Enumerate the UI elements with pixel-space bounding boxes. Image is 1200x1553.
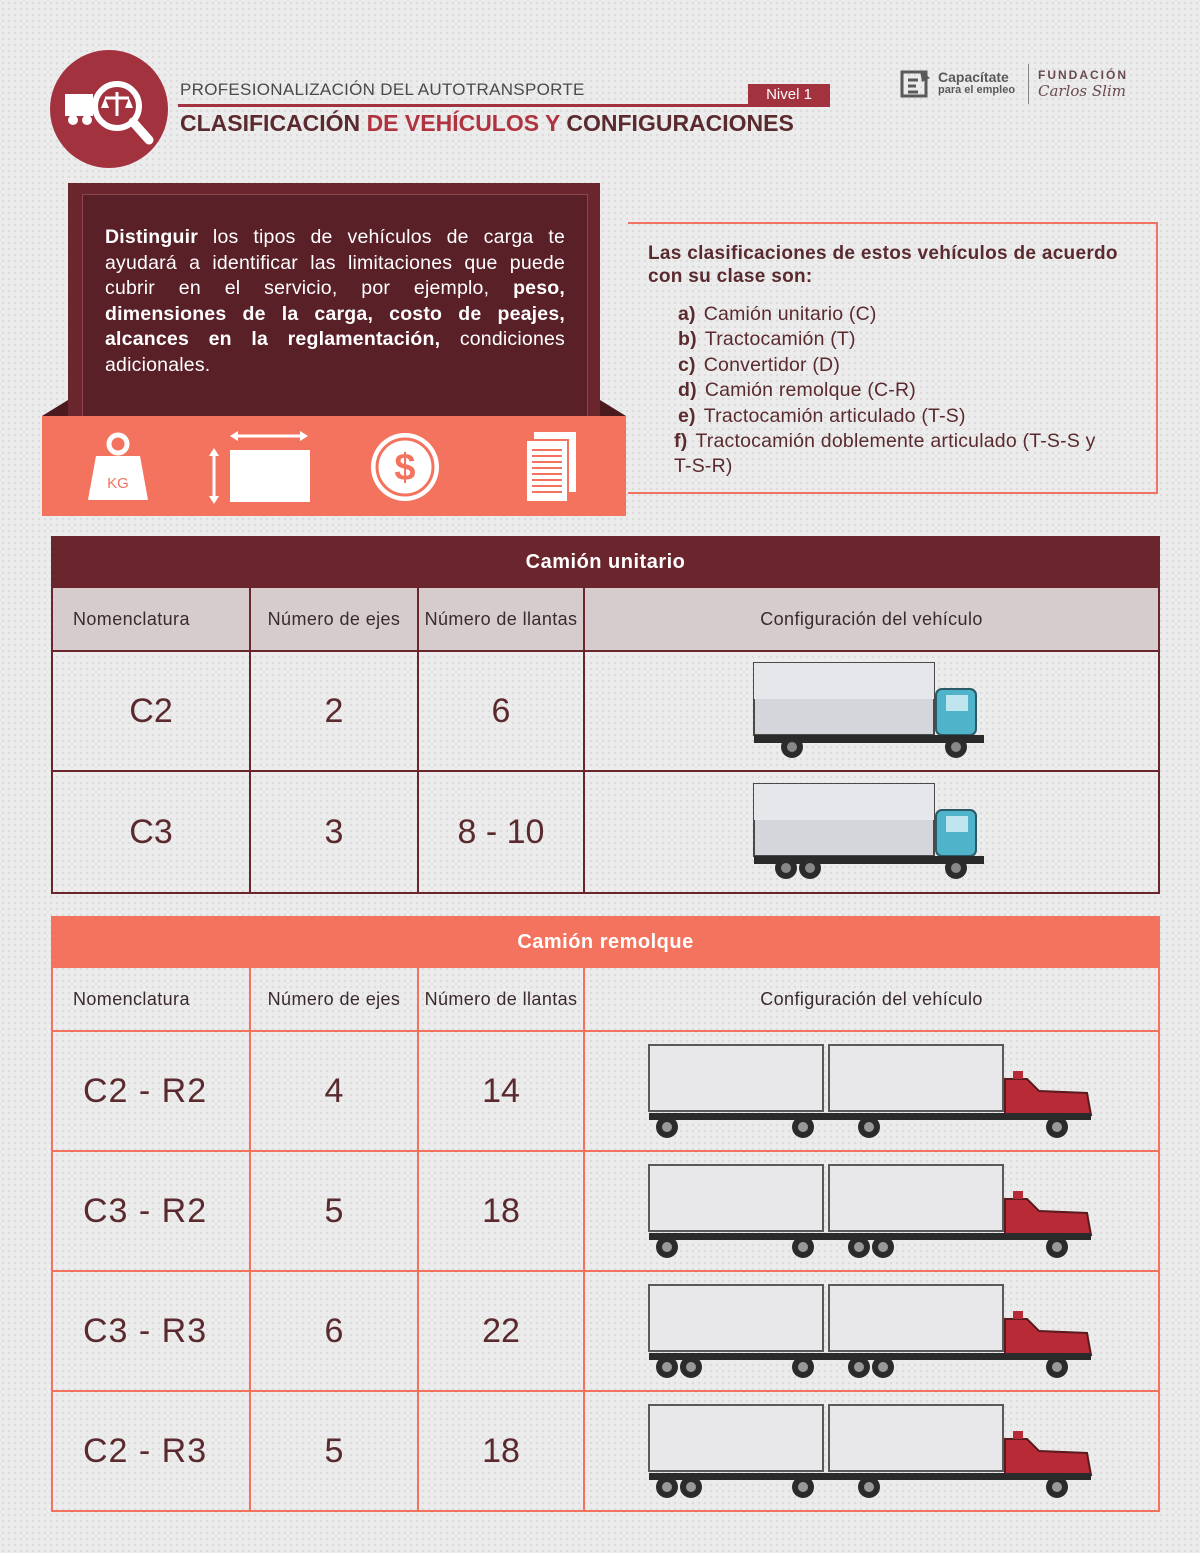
cell-llantas: 6 [418, 651, 584, 771]
cell-ejes: 5 [250, 1151, 418, 1271]
brand-fundacion [1038, 68, 1128, 100]
intro-fold-left [42, 400, 68, 416]
brand2-line2: Carlos Slim [1038, 82, 1126, 100]
cell-llantas: 8 - 10 [418, 771, 584, 893]
classifications-title: Las clasificaciones de estos vehículos de acuerdo con su clase son: [648, 243, 1118, 287]
truck-trailer-icon [647, 1399, 1097, 1503]
classifications-box [628, 222, 1158, 494]
list-item: b) Tractocamión (T) [678, 328, 856, 351]
title-part2: DE VEHÍCULOS Y [366, 110, 560, 136]
col-header-llantas: Número de llantas [418, 967, 584, 1031]
level-badge: Nivel 1 [748, 84, 830, 106]
header-divider [178, 104, 830, 107]
intro-emphasis-2: peso, dimensiones de la carga, costo de peajes, alcances en la reglamentación, [105, 277, 565, 351]
list-item: c) Convertidor (D) [678, 353, 841, 376]
cell-llantas: 22 [418, 1271, 584, 1391]
cell-ejes: 2 [250, 651, 418, 771]
intro-fold-right [600, 400, 626, 416]
col-header-nomenclatura: Nomenclatura [52, 587, 250, 651]
box-truck-2-axle-icon [752, 659, 992, 763]
intro-emphasis-1: Distinguir [105, 226, 198, 248]
col-header-configuracion: Configuración del vehículo [584, 587, 1159, 651]
list-item: d) Camión remolque (C-R) [678, 379, 916, 402]
title-part1: CLASIFICACIÓN [180, 110, 361, 136]
col-header-ejes: Número de ejes [250, 587, 418, 651]
col-header-nomenclatura: Nomenclatura [52, 967, 250, 1031]
brand1-line2: para el empleo [938, 84, 1016, 96]
table-camion-unitario [51, 536, 1160, 894]
truck-trailer-icon [647, 1039, 1097, 1143]
money-icon [368, 430, 442, 504]
cell-ejes: 5 [250, 1391, 418, 1511]
capacitate-logo-icon [900, 68, 932, 100]
cell-nomenclatura: C3 - R3 [52, 1271, 250, 1391]
header-logo [50, 50, 168, 168]
col-header-configuracion: Configuración del vehículo [584, 967, 1159, 1031]
icon-band [42, 416, 626, 516]
truck-scale-icon [59, 64, 159, 154]
classifications-list [674, 302, 1156, 480]
cell-nomenclatura: C3 [52, 771, 250, 893]
page-title [180, 110, 794, 137]
cell-configuracion [584, 771, 1159, 893]
intro-text-1: los tipos de vehículos de carga te ayudará a identificar las limitaciones que puede cubrir en el servicio, por ejemplo, [105, 226, 565, 300]
cell-llantas: 18 [418, 1391, 584, 1511]
cell-nomenclatura: C3 - R2 [52, 1151, 250, 1271]
brand-capacitate [900, 68, 1015, 100]
list-item: a) Camión unitario (C) [678, 303, 877, 325]
table-row [52, 771, 1159, 893]
cell-ejes: 6 [250, 1271, 418, 1391]
cell-llantas: 14 [418, 1031, 584, 1151]
col-header-ejes: Número de ejes [250, 967, 418, 1031]
brand1-line1: Capacítate [938, 69, 1009, 85]
table-row [52, 1151, 1159, 1271]
cell-nomenclatura: C2 - R2 [52, 1031, 250, 1151]
documents-icon [520, 430, 580, 506]
dimensions-icon [202, 428, 314, 508]
table-row [52, 1391, 1159, 1511]
table-row [52, 1271, 1159, 1391]
intro-text [82, 194, 588, 419]
col-header-llantas: Número de llantas [418, 587, 584, 651]
cell-configuracion [584, 651, 1159, 771]
brand2-line1: FUNDACIÓN [1038, 68, 1128, 82]
cell-ejes: 4 [250, 1031, 418, 1151]
table-title: Camión unitario [52, 537, 1159, 587]
cell-ejes: 3 [250, 771, 418, 893]
intro-text-2: condiciones adicionales. [105, 328, 565, 376]
table-title: Camión remolque [52, 917, 1159, 967]
cell-nomenclatura: C2 [52, 651, 250, 771]
truck-trailer-icon [647, 1159, 1097, 1263]
cell-configuracion [584, 1151, 1159, 1271]
header-subtitle: PROFESIONALIZACIÓN DEL AUTOTRANSPORTE [180, 80, 585, 99]
box-truck-3-axle-icon [752, 780, 992, 884]
truck-trailer-icon [647, 1279, 1097, 1383]
cell-configuracion [584, 1031, 1159, 1151]
weight-kg-icon [86, 432, 150, 502]
brand-divider [1028, 64, 1029, 104]
table-camion-remolque [51, 916, 1160, 1512]
list-item: f) Tractocamión doblemente articulado (T-S-S y T-S-R) [674, 430, 1096, 478]
title-part3: CONFIGURACIONES [566, 110, 794, 136]
svg-text:$: $ [394, 447, 416, 489]
cell-nomenclatura: C2 - R3 [52, 1391, 250, 1511]
cell-configuracion [584, 1391, 1159, 1511]
svg-text:KG: KG [107, 475, 129, 492]
cell-llantas: 18 [418, 1151, 584, 1271]
table-row [52, 651, 1159, 771]
table-row [52, 1031, 1159, 1151]
cell-configuracion [584, 1271, 1159, 1391]
list-item: e) Tractocamión articulado (T-S) [678, 404, 966, 427]
